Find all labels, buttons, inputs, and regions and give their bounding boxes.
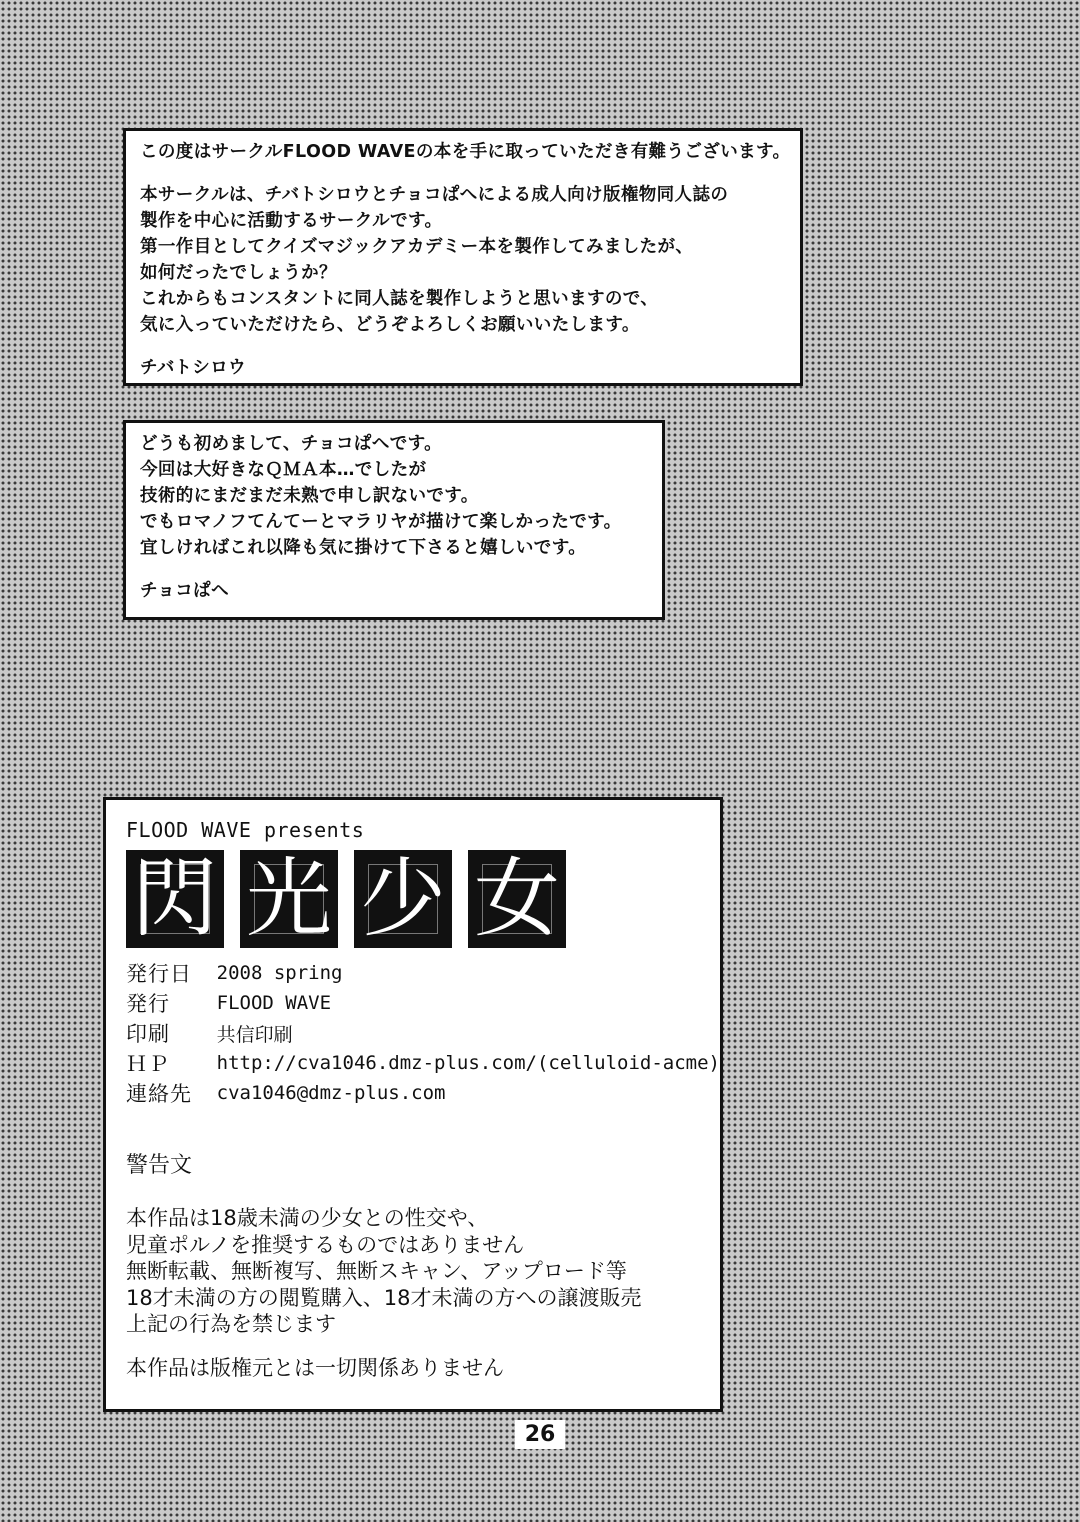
title-char: 閃 — [126, 850, 224, 948]
publication-info — [126, 958, 720, 1108]
note-line: これからもコンスタントに同人誌を製作しようと思いますので、 — [140, 289, 659, 309]
warning-line: 上記の行為を禁じます — [126, 1312, 336, 1336]
note-line: 製作を中心に活動するサークルです。 — [140, 211, 443, 231]
info-label: 印刷 — [126, 1022, 170, 1046]
info-value: 共信印刷 — [216, 1023, 293, 1046]
title-char: 光 — [240, 850, 338, 948]
info-row — [126, 1018, 720, 1048]
info-value: 2008 spring — [216, 962, 343, 984]
note-line: でもロマノフてんてーとマラリヤが描けて楽しかったです。 — [140, 512, 622, 532]
title-char: 少 — [354, 850, 452, 948]
note-line: 宜しければこれ以降も気に掛けて下さると嬉しいです。 — [140, 538, 587, 558]
page-number: 26 — [515, 1420, 565, 1449]
info-value-email: cva1046@dmz-plus.com — [216, 1082, 446, 1104]
info-row — [126, 1078, 720, 1108]
note-line: 第一作目としてクイズマジックアカデミー本を製作してみましたが、 — [140, 237, 694, 257]
note-line: 今回は大好きなＱＭＡ本…でしたが — [140, 460, 427, 480]
note-line: どうも初めまして、チョコぱへです。 — [140, 434, 443, 454]
presents-line: FLOOD WAVE presents — [126, 818, 365, 842]
note-line: 本サークルは、チバトシロウとチョコぱへによる成人向け版権物同人誌の — [140, 185, 729, 205]
info-value: FLOOD WAVE — [216, 992, 332, 1014]
info-label: 発行 — [126, 992, 170, 1016]
book-title — [126, 850, 720, 948]
info-label: 発行日 — [126, 962, 192, 986]
warning-line: 児童ポルノを推奨するものではありません — [126, 1232, 525, 1257]
note-line: この度はサークルFLOOD WAVEの本を手に取っていただき有難うございます。 — [140, 142, 791, 162]
warning-title: 警告文 — [126, 1153, 193, 1178]
info-value-homepage: http://cva1046.dmz-plus.com/(celluloid-acme) — [216, 1052, 720, 1074]
title-char: 女 — [468, 850, 566, 948]
disclaimer: 本作品は版権元とは一切関係ありません — [126, 1355, 504, 1380]
warning-line: 18才未満の方の閲覧購入、18才未満の方への譲渡販売 — [126, 1285, 642, 1310]
warning-line: 本作品は18歳未満の少女との性交や、 — [126, 1206, 489, 1230]
info-row — [126, 988, 720, 1018]
afterword-chibatoshirou — [123, 128, 803, 386]
info-row — [126, 1048, 720, 1078]
info-label: 連絡先 — [126, 1082, 192, 1106]
note-line: 如何だったでしょうか？ — [140, 263, 337, 283]
note-signature: チバトシロウ — [140, 358, 246, 378]
note-signature: チョコぱへ — [140, 581, 229, 601]
info-row — [126, 958, 720, 988]
colophon — [103, 797, 723, 1412]
note-line: 気に入っていただけたら、どうぞよろしくお願いいたします。 — [140, 315, 640, 335]
warning-text — [126, 1205, 720, 1381]
info-label: ＨＰ — [126, 1052, 170, 1076]
warning-line: 無断転載、無断複写、無断スキャン、アップロード等 — [126, 1259, 627, 1283]
afterword-chocopafe — [123, 420, 665, 620]
note-line: 技術的にまだまだ未熟で申し訳ないです。 — [140, 486, 479, 506]
